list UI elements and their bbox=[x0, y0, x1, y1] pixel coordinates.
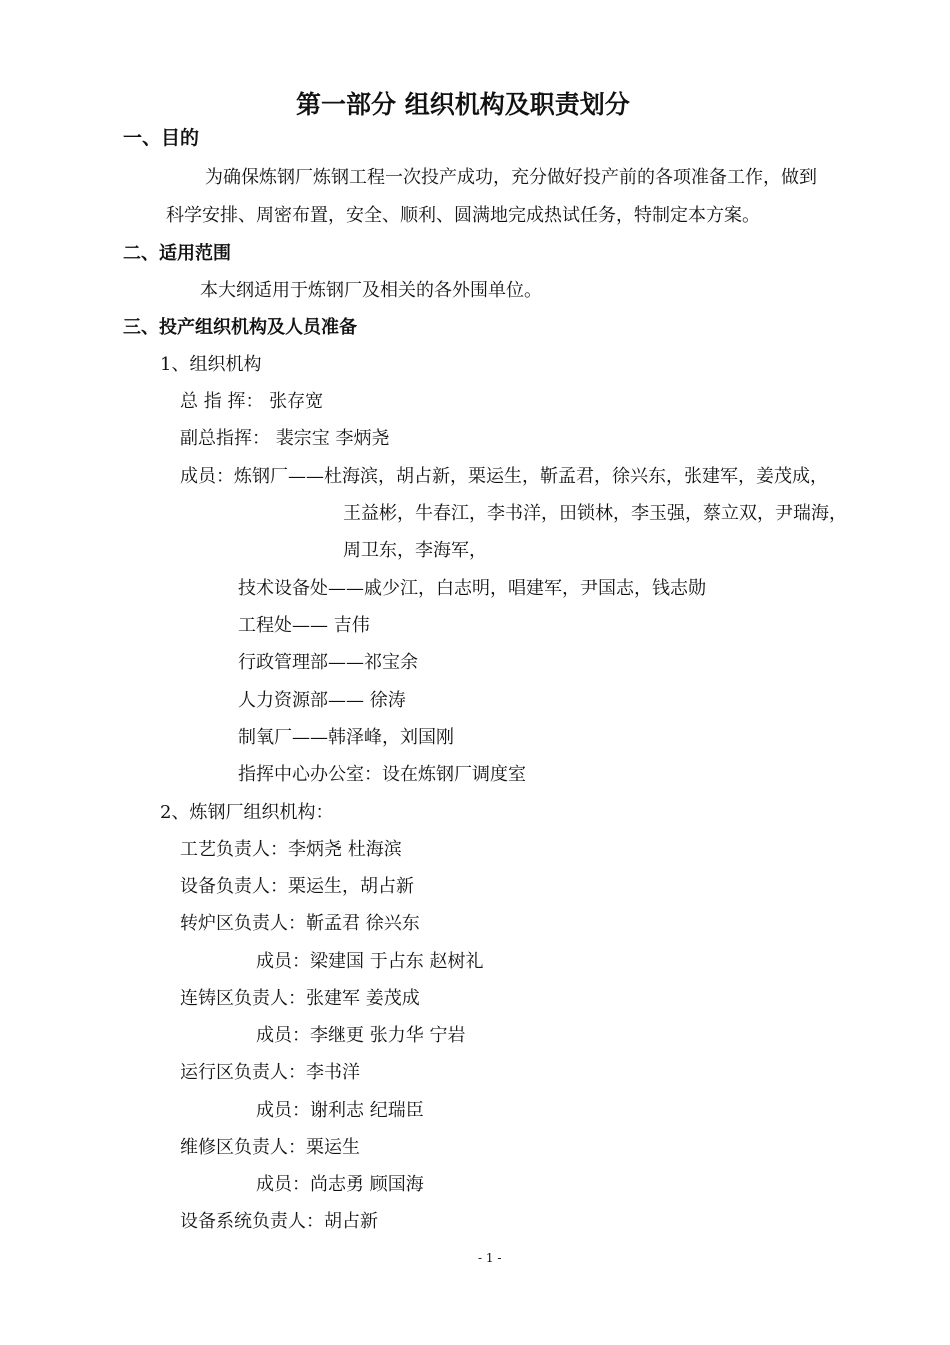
process-lead-line: 工艺负责人：李炳尧 杜海滨 bbox=[180, 839, 402, 860]
section-heading-organization: 三、投产组织机构及人员准备 bbox=[123, 317, 357, 338]
operation-members-line: 成员：谢利志 纪瑞臣 bbox=[256, 1100, 424, 1121]
subheading-steel-plant: 2、炼钢厂组织机构： bbox=[160, 802, 334, 823]
members-line-1: 成员：炼钢厂——杜海滨，胡占新，栗运生，靳孟君，徐兴东，张建军，姜茂成， bbox=[180, 466, 828, 487]
subheading-organization: 1、组织机构 bbox=[160, 354, 262, 375]
converter-members-line: 成员：梁建国 于占东 赵树礼 bbox=[256, 951, 484, 972]
members-line-3: 周卫东，李海军， bbox=[343, 540, 487, 561]
operation-lead-line: 运行区负责人：李书洋 bbox=[180, 1062, 360, 1083]
page-title: 第一部分 组织机构及职责划分 bbox=[296, 90, 630, 119]
engineering-dept-line: 工程处—— 吉伟 bbox=[238, 615, 370, 636]
scope-paragraph: 本大纲适用于炼钢厂及相关的各外围单位。 bbox=[200, 280, 542, 301]
maintenance-members-line: 成员：尚志勇 顾国海 bbox=[256, 1174, 424, 1195]
admin-dept-line: 行政管理部——祁宝余 bbox=[238, 652, 418, 673]
deputy-commander-line: 副总指挥： 裴宗宝 李炳尧 bbox=[180, 428, 390, 449]
command-office-line: 指挥中心办公室：设在炼钢厂调度室 bbox=[238, 764, 526, 785]
system-lead-line: 设备系统负责人：胡占新 bbox=[180, 1211, 378, 1232]
equipment-lead-line: 设备负责人：栗运生，胡占新 bbox=[180, 876, 414, 897]
maintenance-lead-line: 维修区负责人：栗运生 bbox=[180, 1137, 360, 1158]
caster-members-line: 成员：李继更 张力华 宁岩 bbox=[256, 1025, 466, 1046]
caster-lead-line: 连铸区负责人：张建军 姜茂成 bbox=[180, 988, 420, 1009]
oxygen-plant-line: 制氧厂——韩泽峰，刘国刚 bbox=[238, 727, 454, 748]
hr-dept-line: 人力资源部—— 徐涛 bbox=[238, 690, 406, 711]
section-heading-scope: 二、适用范围 bbox=[123, 243, 231, 264]
section-heading-purpose: 一、目的 bbox=[123, 127, 200, 149]
page-number: - 1 - bbox=[478, 1251, 502, 1265]
members-line-2: 王益彬，牛春江，李书洋，田锁林，李玉强，蔡立双，尹瑞海， bbox=[343, 503, 847, 524]
converter-lead-line: 转炉区负责人：靳孟君 徐兴东 bbox=[180, 913, 420, 934]
purpose-paragraph-line-1: 为确保炼钢厂炼钢工程一次投产成功，充分做好投产前的各项准备工作，做到 bbox=[205, 167, 817, 188]
tech-dept-line: 技术设备处——戚少江，白志明，唱建军，尹国志，钱志勋 bbox=[238, 578, 706, 599]
purpose-paragraph-line-2: 科学安排、周密布置，安全、顺利、圆满地完成热试任务，特制定本方案。 bbox=[166, 205, 760, 226]
commander-line: 总 指 挥： 张存宽 bbox=[180, 391, 324, 412]
